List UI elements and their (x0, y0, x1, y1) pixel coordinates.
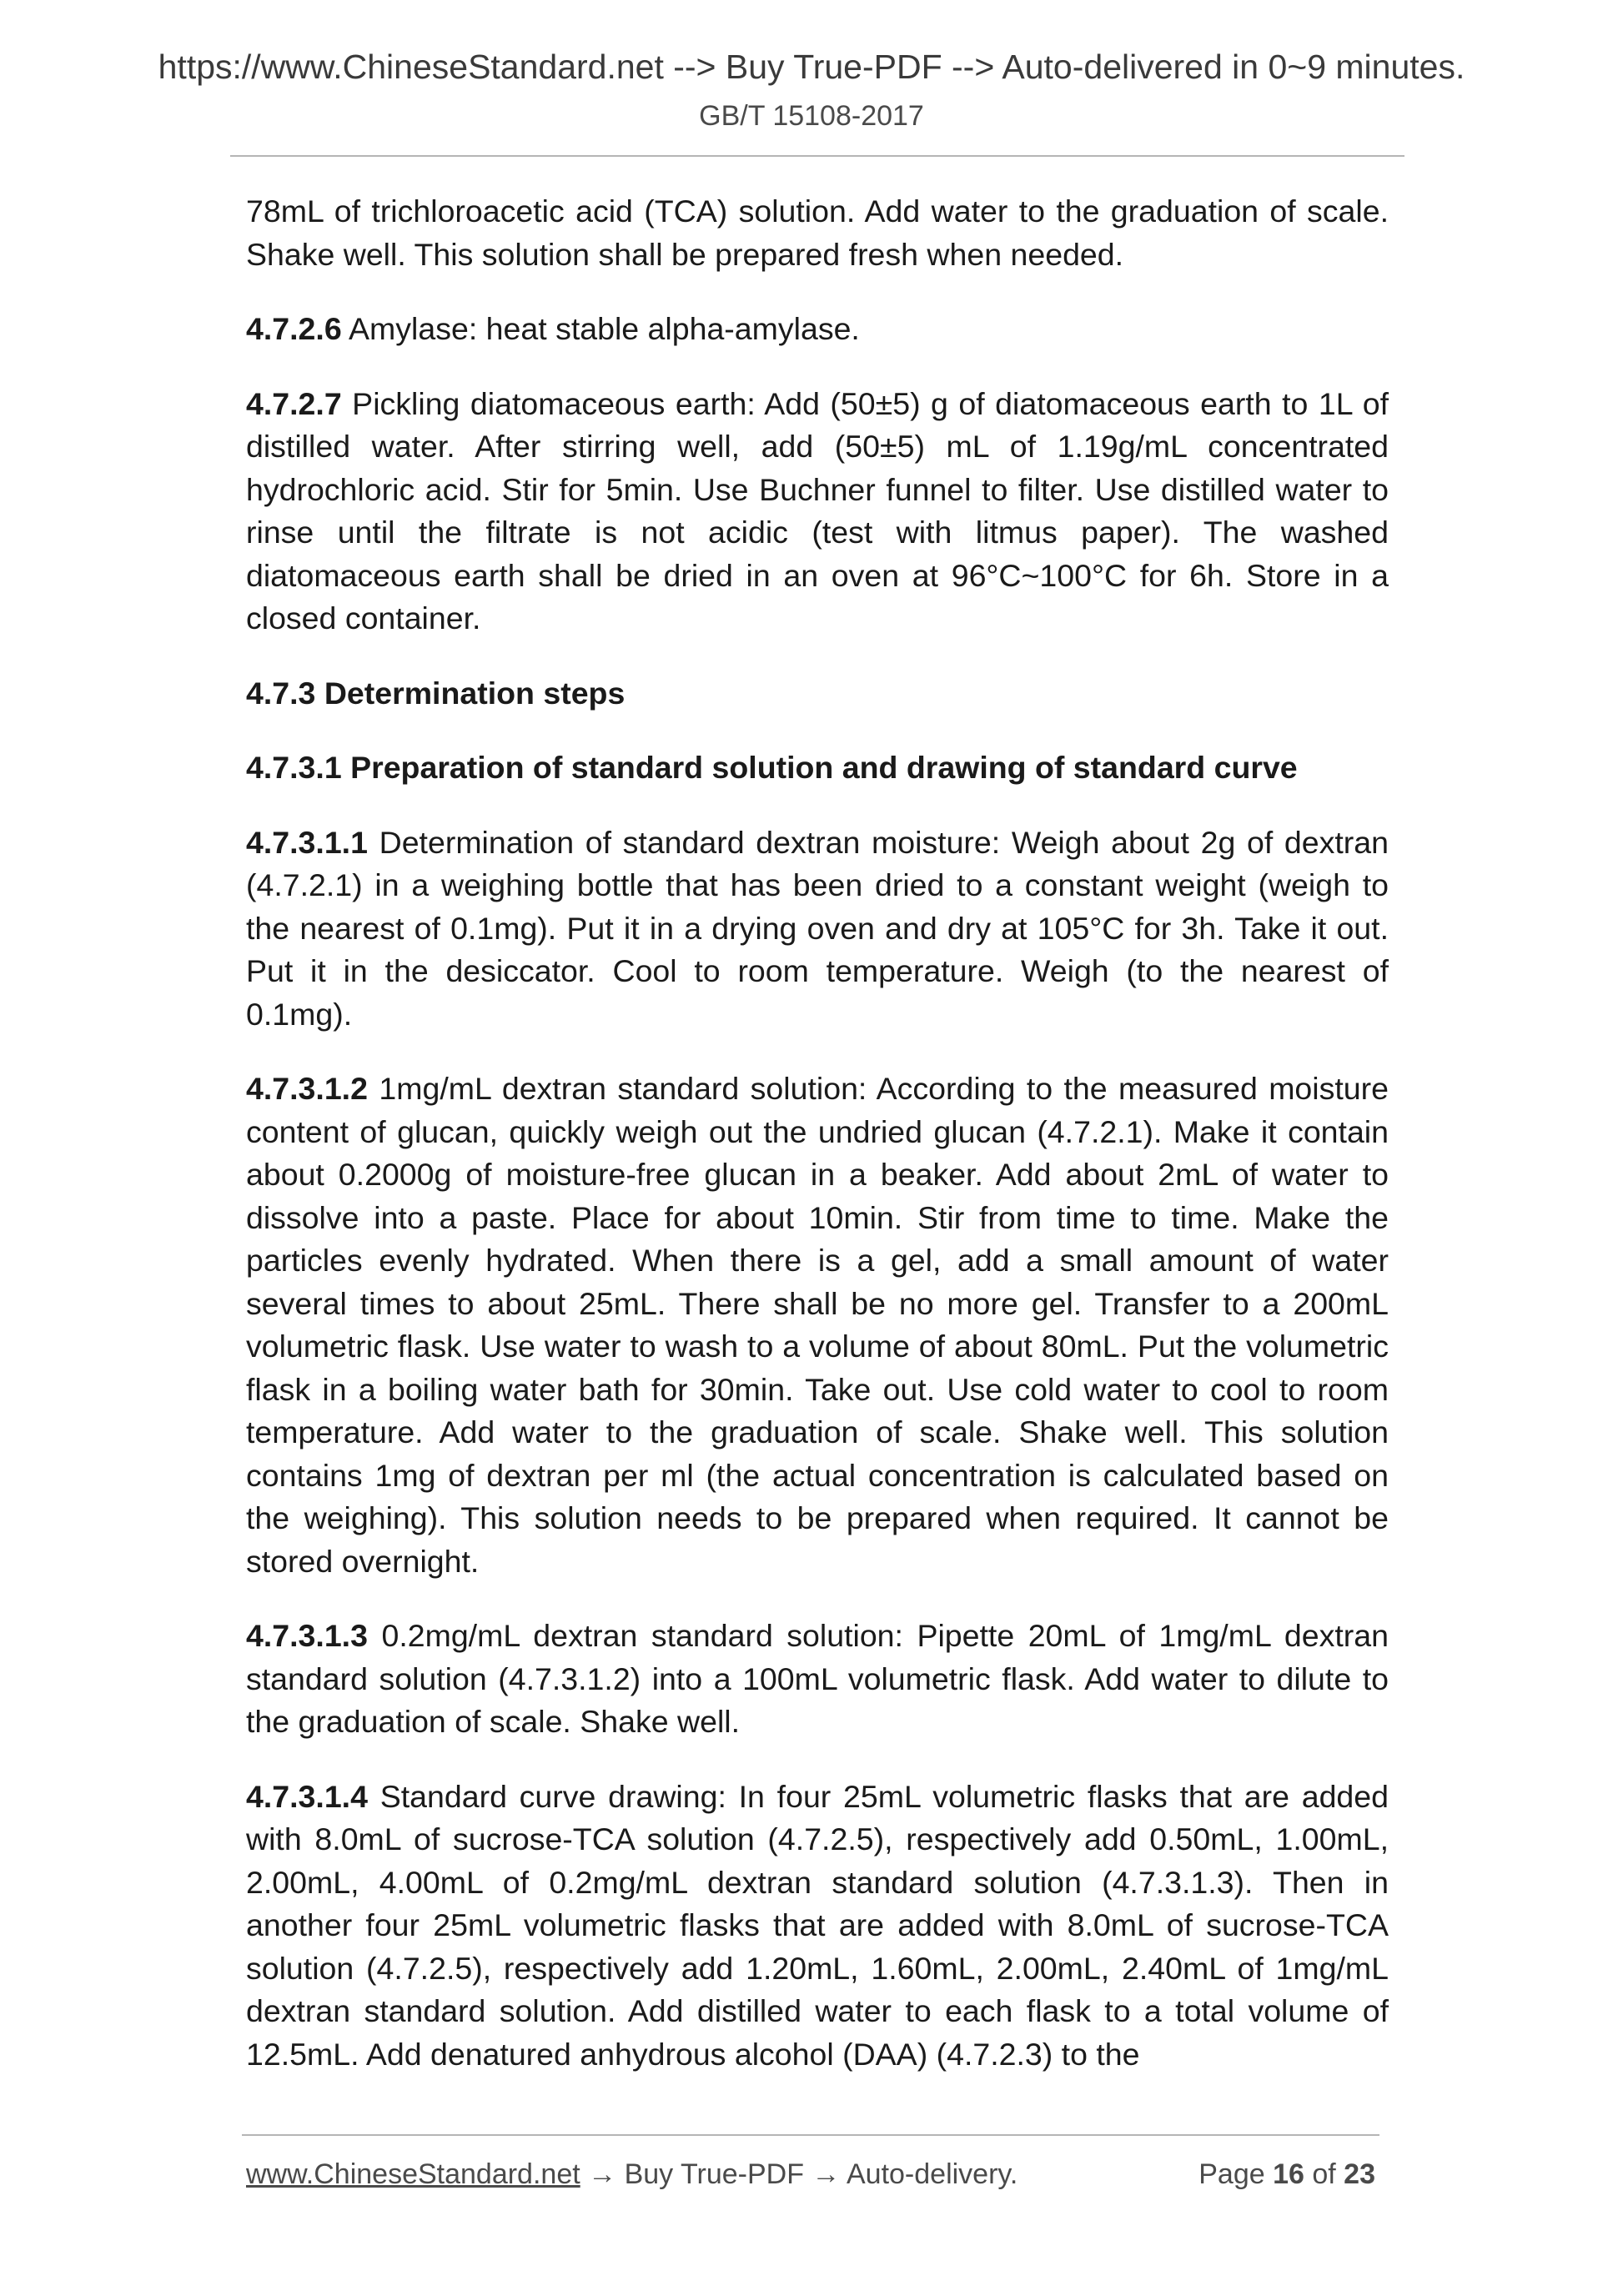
clause-text: Amylase: heat stable alpha-amylase. (341, 311, 860, 346)
clause-number: 4.7.3.1.2 (246, 1071, 368, 1106)
footer-promo-text: → Buy True-PDF → Auto-delivery. (580, 2158, 1018, 2190)
continuation-paragraph: 78mL of trichloroacetic acid (TCA) solution. Add water to the graduation of scale. Shake well. This solution shall be prepared fresh when needed. (246, 193, 1389, 272)
clause-number: 4.7.2.7 (246, 385, 342, 421)
paragraph-4-7-3-1-1 (246, 821, 1389, 1037)
document-body (246, 190, 1389, 2108)
paragraph-4-7-3-1-3 (246, 1615, 1389, 1744)
clause-number: 4.7.3.1.3 (246, 1618, 368, 1653)
footer-divider (242, 2134, 1379, 2136)
clause-text: Determination of standard dextran moisture: Weigh about 2g of dextran (4.7.2.1) in a weighing bottle that has been dried to a constant weight (weigh to the nearest of 0.1mg). Put it in a drying oven and dry at 105°C for 3h. Take it out. Put it in the desiccator. Cool to room temperature. Weigh (to the nearest of 0.1mg). (246, 824, 1389, 1032)
paragraph-4-7-3-1-4 (246, 1776, 1389, 2077)
current-page-number: 16 (1273, 2158, 1304, 2190)
clause-number: 4.7.3.1.4 (246, 1778, 368, 1814)
clause-text: Standard curve drawing: In four 25mL volumetric flasks that are added with 8.0mL of sucrose-TCA solution (4.7.2.5), respectively add 0.50mL, 1.00mL, 2.00mL, 4.00mL of 0.2mg/mL dextran standard solution (4.7.3.1.3). Then in another four 25mL volumetric flasks that are added with 8.0mL of sucrose-TCA solution (4.7.2.5), respectively add 1.20mL, 1.60mL, 2.00mL, 2.40mL of 1mg/mL dextran standard solution. Add distilled water to each flask to a total volume of 12.5mL. Add denatured anhydrous alcohol (DAA) (4.7.2.3) to the (246, 1778, 1389, 2072)
total-pages-number: 23 (1344, 2158, 1375, 2190)
footer-promo (246, 2155, 1018, 2193)
section-heading-4-7-3-1: 4.7.3.1 Preparation of standard solution and drawing of standard curve (246, 750, 1298, 785)
header-url-line: https://www.ChineseStandard.net --> Buy True-PDF --> Auto-delivered in 0~9 minutes. (158, 48, 1465, 86)
paragraph-4-7-2-7 (246, 383, 1389, 641)
paragraph-4-7-2-6 (246, 308, 1389, 351)
page-label: Page (1198, 2158, 1274, 2190)
clause-text: Pickling diatomaceous earth: Add (50±5) g of diatomaceous earth to 1L of distilled water. After stirring well, add (50±5) mL of 1.19g/mL concentrated hydrochloric acid. Stir for 5min. Use Buchner funnel to filter. Use distilled water to rinse until the filtrate is not acidic (test with litmus paper). The washed diatomaceous earth shall be dried in an oven at 96°C~100°C for 6h. Store in a closed container. (246, 385, 1389, 636)
header-divider (230, 155, 1404, 157)
page-indicator (1198, 2155, 1375, 2193)
clause-number: 4.7.2.6 (246, 311, 342, 346)
section-heading-4-7-3: 4.7.3 Determination steps (246, 675, 626, 711)
clause-text: 0.2mg/mL dextran standard solution: Pipette 20mL of 1mg/mL dextran standard solution (4.7.3.1.2) into a 100mL volumetric flask. Add water to dilute to the graduation of scale. Shake well. (246, 1618, 1389, 1739)
paragraph-4-7-3-1-2 (246, 1068, 1389, 1583)
clause-number: 4.7.3.1.1 (246, 824, 368, 860)
header-standard-number: GB/T 15108-2017 (699, 100, 924, 132)
clause-text: 1mg/mL dextran standard solution: According to the measured moisture content of glucan, quickly weigh out the undried glucan (4.7.2.1). Make it contain about 0.2000g of moisture-free glucan in a beaker. Add about 2mL of water to dissolve into a paste. Place for about 10min. Stir from time to time. Make the particles evenly hydrated. When there is a gel, add a small amount of water several times to about 25mL. There shall be no more gel. Transfer to a 200mL volumetric flask. Use water to wash to a volume of about 80mL. Put the volumetric flask in a boiling water bath for 30min. Take out. Use cold water to cool to room temperature. Add water to the graduation of scale. Shake well. This solution contains 1mg of dextran per ml (the actual concentration is calculated based on the weighing). This solution needs to be prepared when required. It cannot be stored overnight. (246, 1071, 1389, 1579)
page-of-label: of (1304, 2158, 1344, 2190)
site-link[interactable]: www.ChineseStandard.net (246, 2158, 580, 2190)
